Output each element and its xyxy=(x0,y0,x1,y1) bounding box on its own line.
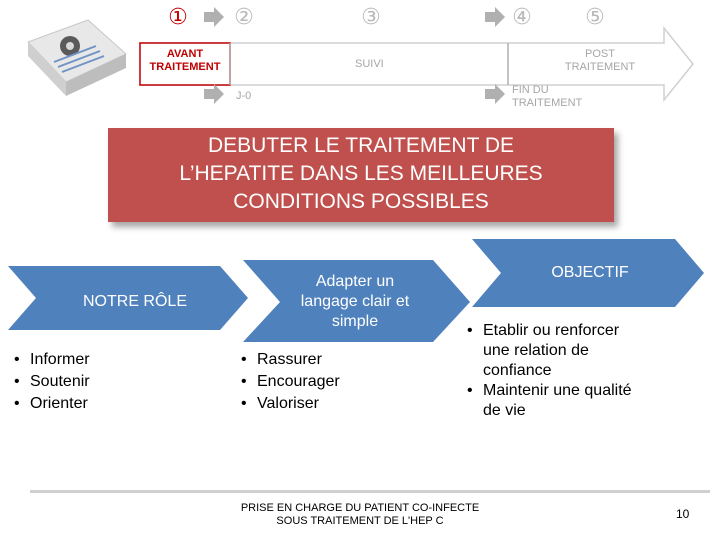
adapter-heading-line-2: langage clair et xyxy=(300,293,410,310)
step-2-number: ② xyxy=(234,5,254,30)
stage-avant-traitement: AVANT TRAITEMENT xyxy=(149,48,221,73)
step-3-number: ③ xyxy=(361,5,381,30)
banner-line-2: L’HEPATITE DANS LES MEILLEURES xyxy=(179,162,543,185)
page-number: 10 xyxy=(676,507,690,521)
adapter-heading-line-3: simple xyxy=(331,313,379,330)
list-item: • Soutenir xyxy=(14,371,90,393)
adapter-list xyxy=(241,349,340,415)
footer-title: PRISE EN CHARGE DU PATIENT CO-INFECTE SOUS TRAITEMENT DE L'HEP C xyxy=(240,502,480,527)
objectif-list xyxy=(467,321,632,421)
list-item: • Encourager xyxy=(241,371,340,393)
list-item: • Etablir ou renforcer une relation de confiance xyxy=(467,321,632,381)
objectif-heading: OBJECTIF xyxy=(551,264,629,281)
list-item: • Maintenir une qualité de vie xyxy=(467,381,632,421)
step-4-number: ④ xyxy=(512,5,532,30)
stage-post-traitement: POST TRAITEMENT xyxy=(564,48,636,73)
list-item: • Informer xyxy=(14,349,90,371)
adapter-heading xyxy=(290,272,420,332)
stage-fin-du-traitement: FIN DU TRAITEMENT xyxy=(512,84,583,109)
stage-j0: J-0 xyxy=(236,90,252,102)
notre-role-list xyxy=(14,349,90,415)
step-1-number: ① xyxy=(168,5,188,30)
main-banner xyxy=(108,128,614,222)
step-5-number: ⑤ xyxy=(585,5,605,30)
banner-line-1: DEBUTER LE TRAITEMENT DE xyxy=(207,134,515,157)
list-item: • Valoriser xyxy=(241,393,340,415)
list-item: • Rassurer xyxy=(241,349,340,371)
list-item: • Orienter xyxy=(14,393,90,415)
footer-divider xyxy=(30,490,710,493)
stage-suivi: SUIVI xyxy=(355,58,384,70)
notre-role-heading: NOTRE RÔLE xyxy=(82,293,187,310)
banner-line-3: CONDITIONS POSSIBLES xyxy=(233,190,489,213)
adapter-heading-line-1: Adapter un xyxy=(315,273,395,290)
